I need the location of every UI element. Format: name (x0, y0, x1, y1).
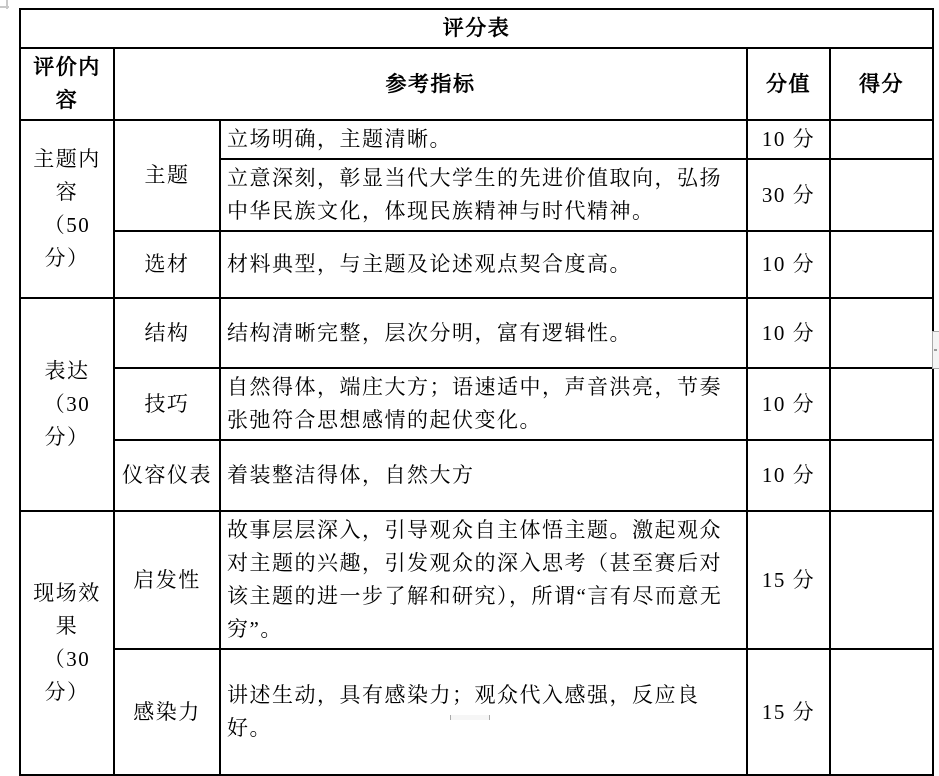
table-row (20, 298, 933, 368)
points-cell: 10 分 (747, 368, 830, 440)
points-cell: 10 分 (747, 440, 830, 511)
score-cell[interactable] (830, 649, 933, 775)
criterion-theme: 主题 (114, 120, 220, 231)
criterion-appeal: 感染力 (114, 649, 220, 775)
table-row (20, 368, 933, 440)
points-cell: 10 分 (747, 120, 830, 159)
scrollbar-grip-icon (934, 349, 937, 351)
indicator-cell: 立场明确，主题清晰。 (220, 120, 747, 159)
table-row (20, 120, 933, 159)
table-row (20, 649, 933, 775)
header-indicator: 参考指标 (114, 48, 747, 120)
indicator-cell: 材料典型，与主题及论述观点契合度高。 (220, 231, 747, 298)
score-cell[interactable] (830, 231, 933, 298)
scrollbar-thumb[interactable] (932, 331, 939, 369)
header-points: 分值 (747, 48, 830, 120)
section-theme-content (20, 120, 114, 298)
criterion-technique: 技巧 (114, 368, 220, 440)
table-row (20, 511, 933, 649)
scoring-table (19, 8, 934, 776)
table-row (20, 9, 933, 48)
section-name: 现场效果 (33, 581, 101, 638)
header-score: 得分 (830, 48, 933, 120)
score-cell[interactable] (830, 440, 933, 511)
score-cell[interactable] (830, 511, 933, 649)
section-name: 主题内容 (33, 147, 101, 204)
criterion-appearance: 仪容仪表 (114, 440, 220, 511)
section-expression (20, 298, 114, 511)
indicator-cell: 着装整洁得体，自然大方 (220, 440, 747, 511)
score-cell[interactable] (830, 159, 933, 231)
below-table-fragment (450, 715, 490, 720)
score-cell[interactable] (830, 298, 933, 368)
section-points: （50 分） (43, 213, 91, 270)
score-cell[interactable] (830, 120, 933, 159)
section-points: （30 分） (43, 647, 91, 704)
score-cell[interactable] (830, 368, 933, 440)
table-row (20, 440, 933, 511)
section-points: （30 分） (43, 392, 91, 449)
table-title: 评分表 (20, 9, 933, 48)
section-name: 表达 (44, 359, 90, 383)
points-cell: 15 分 (747, 649, 830, 775)
points-cell: 10 分 (747, 231, 830, 298)
adjacent-cell-corner-fragment (0, 0, 9, 9)
table-row (20, 48, 933, 120)
points-cell: 30 分 (747, 159, 830, 231)
indicator-cell: 讲述生动，具有感染力；观众代入感强，反应良好。 (220, 649, 747, 775)
indicator-cell: 立意深刻，彰显当代大学生的先进价值取向，弘扬中华民族文化，体现民族精神与时代精神。 (220, 159, 747, 231)
points-cell: 10 分 (747, 298, 830, 368)
indicator-cell: 故事层层深入，引导观众自主体悟主题。激起观众对主题的兴趣，引发观众的深入思考（甚至赛后对该主题的进一步了解和研究），所谓“言有尽而意无穷”。 (220, 511, 747, 649)
indicator-cell: 结构清晰完整，层次分明，富有逻辑性。 (220, 298, 747, 368)
criterion-structure: 结构 (114, 298, 220, 368)
points-cell: 15 分 (747, 511, 830, 649)
criterion-material: 选材 (114, 231, 220, 298)
table-row (20, 231, 933, 298)
section-live-effect (20, 511, 114, 775)
criterion-inspiration: 启发性 (114, 511, 220, 649)
indicator-cell: 自然得体，端庄大方；语速适中，声音洪亮，节奏张弛符合思想感情的起伏变化。 (220, 368, 747, 440)
header-content: 评价内容 (20, 48, 114, 120)
